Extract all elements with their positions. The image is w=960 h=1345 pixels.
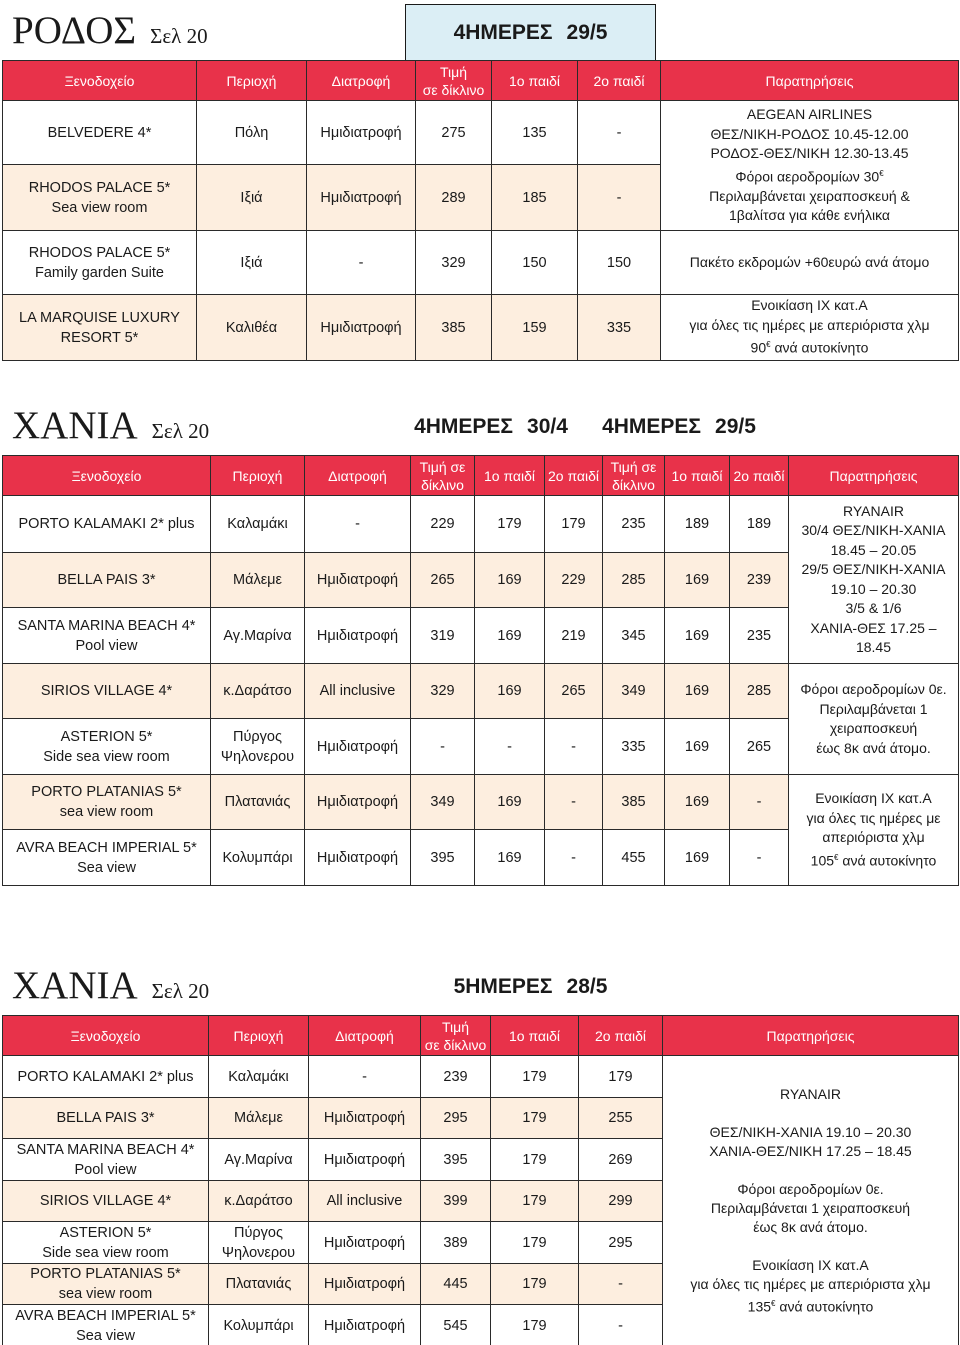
board-cell: Ημιδιατροφή bbox=[309, 1098, 421, 1139]
excursion-remarks: Πακέτο εκδρομών +60ευρώ ανά άτομο bbox=[661, 231, 959, 295]
hotel-cell: PORTO KALAMAKI 2* plus bbox=[3, 496, 211, 553]
price-a-cell: - bbox=[411, 719, 475, 775]
col-board: Διατροφή bbox=[305, 456, 411, 496]
child2-b-cell: - bbox=[730, 830, 789, 886]
rodos-price-table bbox=[2, 60, 959, 361]
board-cell: Ημιδιατροφή bbox=[305, 719, 411, 775]
price-cell: 399 bbox=[421, 1181, 491, 1222]
child1-a-cell: 169 bbox=[475, 664, 545, 719]
child2-cell: 295 bbox=[579, 1222, 663, 1264]
area-cell: Καλιθέα bbox=[197, 295, 307, 361]
col-remarks: Παρατηρήσεις bbox=[663, 1016, 959, 1056]
chania-4day-header-row bbox=[3, 456, 959, 496]
col-child1: 1ο παιδί bbox=[491, 1016, 579, 1056]
flight-remarks: RYANAIR 30/4 ΘΕΣ/ΝΙΚΗ-ΧΑΝΙΑ 18.45 – 20.05 29/5 ΘΕΣ/ΝΙΚΗ-ΧΑΝΙΑ 19.10 – 20.30 3/5 & 1/6 ΧΑΝΙΑ-ΘΕΣ 17.25 – 18.45 bbox=[789, 496, 959, 664]
price-b-cell: 349 bbox=[603, 664, 665, 719]
chania-4day-section bbox=[0, 395, 960, 886]
board-cell: - bbox=[307, 231, 416, 295]
board-cell: Ημιδιατροφή bbox=[309, 1305, 421, 1345]
board-cell: Ημιδιατροφή bbox=[307, 295, 416, 361]
child1-cell: 159 bbox=[492, 295, 578, 361]
hotel-cell: AVRA BEACH IMPERIAL 5* Sea view bbox=[3, 830, 211, 886]
area-cell: Πόλη bbox=[197, 101, 307, 165]
flight-remarks: AEGEAN AIRLINES ΘΕΣ/ΝΙΚΗ-ΡΟΔΟΣ 10.45-12.00 ΡΟΔΟΣ-ΘΕΣ/ΝΙΚΗ 12.30-13.45 Φόροι αεροδρομίων 30€ Περιλαμβάνεται χειραποσκευή & 1βαλίτσα για κάθε ενήλικα bbox=[661, 101, 959, 231]
chania-4day-title: ΧΑΝΙΑ Σελ 20 bbox=[12, 404, 210, 447]
table-row bbox=[3, 775, 959, 830]
chania-4day-price-table bbox=[2, 455, 959, 886]
board-cell: All inclusive bbox=[309, 1181, 421, 1222]
hotel-cell: PORTO KALAMAKI 2* plus bbox=[3, 1056, 209, 1098]
price-cell: 275 bbox=[416, 101, 492, 165]
table-row bbox=[3, 295, 959, 361]
col-hotel: Ξενοδοχείο bbox=[3, 61, 197, 101]
child1-b-cell: 169 bbox=[665, 608, 730, 664]
price-a-cell: 319 bbox=[411, 608, 475, 664]
child1-a-cell: 169 bbox=[475, 775, 545, 830]
board-cell: - bbox=[305, 496, 411, 553]
hotel-cell: LA MARQUISE LUXURY RESORT 5* bbox=[3, 295, 197, 361]
price-a-cell: 349 bbox=[411, 775, 475, 830]
child2-b-cell: 265 bbox=[730, 719, 789, 775]
col-hotel: Ξενοδοχείο bbox=[3, 456, 211, 496]
hotel-cell: SANTA MARINA BEACH 4* Pool view bbox=[3, 608, 211, 664]
child2-a-cell: 229 bbox=[545, 553, 603, 608]
col-area: Περιοχή bbox=[211, 456, 305, 496]
child2-b-cell: 235 bbox=[730, 608, 789, 664]
price-cell: 329 bbox=[416, 231, 492, 295]
child1-cell: 179 bbox=[491, 1139, 579, 1181]
col-hotel: Ξενοδοχείο bbox=[3, 1016, 209, 1056]
chania-5day-header bbox=[0, 955, 960, 1015]
col-child2: 2ο παιδί bbox=[578, 61, 661, 101]
area-cell: Αγ.Μαρίνα bbox=[209, 1139, 309, 1181]
col-child2-b: 2ο παιδί bbox=[730, 456, 789, 496]
area-cell: κ.Δαράτσο bbox=[209, 1181, 309, 1222]
child2-a-cell: 179 bbox=[545, 496, 603, 553]
car-rental-remarks: Ενοικίαση ΙΧ κατ.Α για όλες τις ημέρες με απεριόριστα χλμ 90€ ανά αυτοκίνητο bbox=[661, 295, 959, 361]
col-price-b: Τιμή σε δίκλινο bbox=[603, 456, 665, 496]
child2-cell: 335 bbox=[578, 295, 661, 361]
remarks-cell: RYANAIR ΘΕΣ/ΝΙΚΗ-ΧΑΝΙΑ 19.10 – 20.30 ΧΑΝΙΑ-ΘΕΣ/ΝΙΚΗ 17.25 – 18.45 Φόροι αεροδρομίων 0ε. Περιλαμβάνεται 1 χειραποσκευή έως 8κ ανά άτομο. Ενοικίαση ΙΧ κατ.Α για όλες τις ημέρες με απεριόριστα χλμ 135€ ανά αυτοκίνητο bbox=[663, 1056, 959, 1345]
child2-cell: 269 bbox=[579, 1139, 663, 1181]
child2-cell: 299 bbox=[579, 1181, 663, 1222]
hotel-cell: PORTO PLATANIAS 5* sea view room bbox=[3, 1264, 209, 1305]
child2-b-cell: 239 bbox=[730, 553, 789, 608]
child1-b-cell: 169 bbox=[665, 830, 730, 886]
rodos-section bbox=[0, 0, 960, 361]
child1-b-cell: 169 bbox=[665, 664, 730, 719]
price-b-cell: 385 bbox=[603, 775, 665, 830]
area-cell: Πύργος Ψηλονερου bbox=[209, 1222, 309, 1264]
price-b-cell: 235 bbox=[603, 496, 665, 553]
airport-tax-remarks: Φόροι αεροδρομίων 0ε. Περιλαμβάνεται 1 χειραποσκευή έως 8κ ανά άτομο. bbox=[789, 664, 959, 775]
rodos-header-row bbox=[3, 61, 959, 101]
child1-b-cell: 169 bbox=[665, 775, 730, 830]
board-cell: - bbox=[309, 1056, 421, 1098]
table-row bbox=[3, 231, 959, 295]
chania-4day-header bbox=[0, 395, 960, 455]
hotel-cell: SIRIOS VILLAGE 4* bbox=[3, 664, 211, 719]
child1-a-cell: - bbox=[475, 719, 545, 775]
area-cell: Πλατανιάς bbox=[209, 1264, 309, 1305]
table-row bbox=[3, 664, 959, 719]
child1-cell: 135 bbox=[492, 101, 578, 165]
child2-a-cell: 265 bbox=[545, 664, 603, 719]
child1-a-cell: 169 bbox=[475, 553, 545, 608]
price-b-cell: 455 bbox=[603, 830, 665, 886]
chania-5day-price-table bbox=[2, 1015, 959, 1345]
chania-package-a-label: 4ΗΜΕΡΕΣ 30/4 bbox=[414, 415, 568, 438]
col-child2-a: 2ο παιδί bbox=[545, 456, 603, 496]
child1-a-cell: 179 bbox=[475, 496, 545, 553]
child2-a-cell: - bbox=[545, 719, 603, 775]
board-cell: Ημιδιατροφή bbox=[307, 101, 416, 165]
area-cell: Ιξιά bbox=[197, 231, 307, 295]
area-cell: Καλαμάκι bbox=[209, 1056, 309, 1098]
area-cell: Κολυμπάρι bbox=[211, 830, 305, 886]
col-price-a: Τιμή σε δίκλινο bbox=[411, 456, 475, 496]
hotel-cell: AVRA BEACH IMPERIAL 5* Sea view bbox=[3, 1305, 209, 1345]
hotel-cell: RHODOS PALACE 5* Sea view room bbox=[3, 165, 197, 231]
col-area: Περιοχή bbox=[197, 61, 307, 101]
child2-a-cell: 219 bbox=[545, 608, 603, 664]
area-cell: Πύργος Ψηλονερου bbox=[211, 719, 305, 775]
chania-package-b-label: 4ΗΜΕΡΕΣ 29/5 bbox=[602, 415, 756, 438]
area-cell: Πλατανιάς bbox=[211, 775, 305, 830]
child2-b-cell: 189 bbox=[730, 496, 789, 553]
price-cell: 239 bbox=[421, 1056, 491, 1098]
child1-cell: 179 bbox=[491, 1264, 579, 1305]
child1-cell: 179 bbox=[491, 1098, 579, 1139]
board-cell: Ημιδιατροφή bbox=[305, 553, 411, 608]
child2-a-cell: - bbox=[545, 830, 603, 886]
child2-b-cell: 285 bbox=[730, 664, 789, 719]
col-child1-b: 1ο παιδί bbox=[665, 456, 730, 496]
hotel-cell: SANTA MARINA BEACH 4* Pool view bbox=[3, 1139, 209, 1181]
table-row bbox=[3, 101, 959, 165]
col-remarks: Παρατηρήσεις bbox=[789, 456, 959, 496]
child2-cell: - bbox=[579, 1264, 663, 1305]
price-cell: 395 bbox=[421, 1139, 491, 1181]
price-a-cell: 329 bbox=[411, 664, 475, 719]
chania-5day-package-label: 5ΗΜΕΡΕΣ 28/5 bbox=[453, 975, 608, 998]
price-a-cell: 229 bbox=[411, 496, 475, 553]
chania-5day-title: ΧΑΝΙΑ Σελ 20 bbox=[12, 964, 210, 1007]
chania-5day-section bbox=[0, 955, 960, 1345]
board-cell: Ημιδιατροφή bbox=[309, 1139, 421, 1181]
child1-cell: 179 bbox=[491, 1305, 579, 1345]
board-cell: Ημιδιατροφή bbox=[305, 608, 411, 664]
col-price: Τιμή σε δίκλινο bbox=[416, 61, 492, 101]
col-board: Διατροφή bbox=[309, 1016, 421, 1056]
rodos-header bbox=[0, 0, 960, 60]
price-cell: 295 bbox=[421, 1098, 491, 1139]
price-b-cell: 345 bbox=[603, 608, 665, 664]
col-child2: 2ο παιδί bbox=[579, 1016, 663, 1056]
col-child1: 1ο παιδί bbox=[492, 61, 578, 101]
area-cell: Ιξιά bbox=[197, 165, 307, 231]
board-cell: Ημιδιατροφή bbox=[309, 1264, 421, 1305]
child1-b-cell: 189 bbox=[665, 496, 730, 553]
price-a-cell: 265 bbox=[411, 553, 475, 608]
area-cell: Μάλεμε bbox=[211, 553, 305, 608]
rodos-title: ΡΟΔΟΣ Σελ 20 bbox=[12, 9, 208, 52]
hotel-cell: RHODOS PALACE 5* Family garden Suite bbox=[3, 231, 197, 295]
child1-a-cell: 169 bbox=[475, 830, 545, 886]
child1-cell: 150 bbox=[492, 231, 578, 295]
table-row bbox=[3, 1056, 959, 1098]
area-cell: Αγ.Μαρίνα bbox=[211, 608, 305, 664]
hotel-cell: PORTO PLATANIAS 5* sea view room bbox=[3, 775, 211, 830]
hotel-cell: BELLA PAIS 3* bbox=[3, 553, 211, 608]
child1-cell: 179 bbox=[491, 1056, 579, 1098]
child1-b-cell: 169 bbox=[665, 719, 730, 775]
price-a-cell: 395 bbox=[411, 830, 475, 886]
child2-a-cell: - bbox=[545, 775, 603, 830]
area-cell: Καλαμάκι bbox=[211, 496, 305, 553]
board-cell: Ημιδιατροφή bbox=[307, 165, 416, 231]
rodos-package-label: 4ΗΜΕΡΕΣ 29/5 bbox=[405, 4, 656, 60]
area-cell: Μάλεμε bbox=[209, 1098, 309, 1139]
hotel-cell: ASTERION 5* Side sea view room bbox=[3, 719, 211, 775]
table-row bbox=[3, 496, 959, 553]
board-cell: Ημιδιατροφή bbox=[305, 775, 411, 830]
chania-5day-header-row bbox=[3, 1016, 959, 1056]
child2-cell: - bbox=[578, 101, 661, 165]
car-rental-remarks: Ενοικίαση ΙΧ κατ.Α για όλες τις ημέρες με απεριόριστα χλμ 105€ ανά αυτοκίνητο bbox=[789, 775, 959, 886]
child2-cell: 179 bbox=[579, 1056, 663, 1098]
board-cell: All inclusive bbox=[305, 664, 411, 719]
hotel-cell: SIRIOS VILLAGE 4* bbox=[3, 1181, 209, 1222]
hotel-cell: BELLA PAIS 3* bbox=[3, 1098, 209, 1139]
child2-cell: - bbox=[579, 1305, 663, 1345]
col-price: Τιμή σε δίκλινο bbox=[421, 1016, 491, 1056]
price-b-cell: 285 bbox=[603, 553, 665, 608]
area-cell: κ.Δαράτσο bbox=[211, 664, 305, 719]
child2-b-cell: - bbox=[730, 775, 789, 830]
board-cell: Ημιδιατροφή bbox=[309, 1222, 421, 1264]
child1-cell: 185 bbox=[492, 165, 578, 231]
price-cell: 545 bbox=[421, 1305, 491, 1345]
price-cell: 289 bbox=[416, 165, 492, 231]
child1-cell: 179 bbox=[491, 1222, 579, 1264]
area-cell: Κολυμπάρι bbox=[209, 1305, 309, 1345]
hotel-cell: ASTERION 5* Side sea view room bbox=[3, 1222, 209, 1264]
col-area: Περιοχή bbox=[209, 1016, 309, 1056]
col-child1-a: 1ο παιδί bbox=[475, 456, 545, 496]
col-remarks: Παρατηρήσεις bbox=[661, 61, 959, 101]
price-cell: 389 bbox=[421, 1222, 491, 1264]
child2-cell: 150 bbox=[578, 231, 661, 295]
child2-cell: 255 bbox=[579, 1098, 663, 1139]
price-cell: 385 bbox=[416, 295, 492, 361]
price-b-cell: 335 bbox=[603, 719, 665, 775]
child1-cell: 179 bbox=[491, 1181, 579, 1222]
hotel-cell: BELVEDERE 4* bbox=[3, 101, 197, 165]
child1-b-cell: 169 bbox=[665, 553, 730, 608]
child1-a-cell: 169 bbox=[475, 608, 545, 664]
col-board: Διατροφή bbox=[307, 61, 416, 101]
price-cell: 445 bbox=[421, 1264, 491, 1305]
board-cell: Ημιδιατροφή bbox=[305, 830, 411, 886]
child2-cell: - bbox=[578, 165, 661, 231]
